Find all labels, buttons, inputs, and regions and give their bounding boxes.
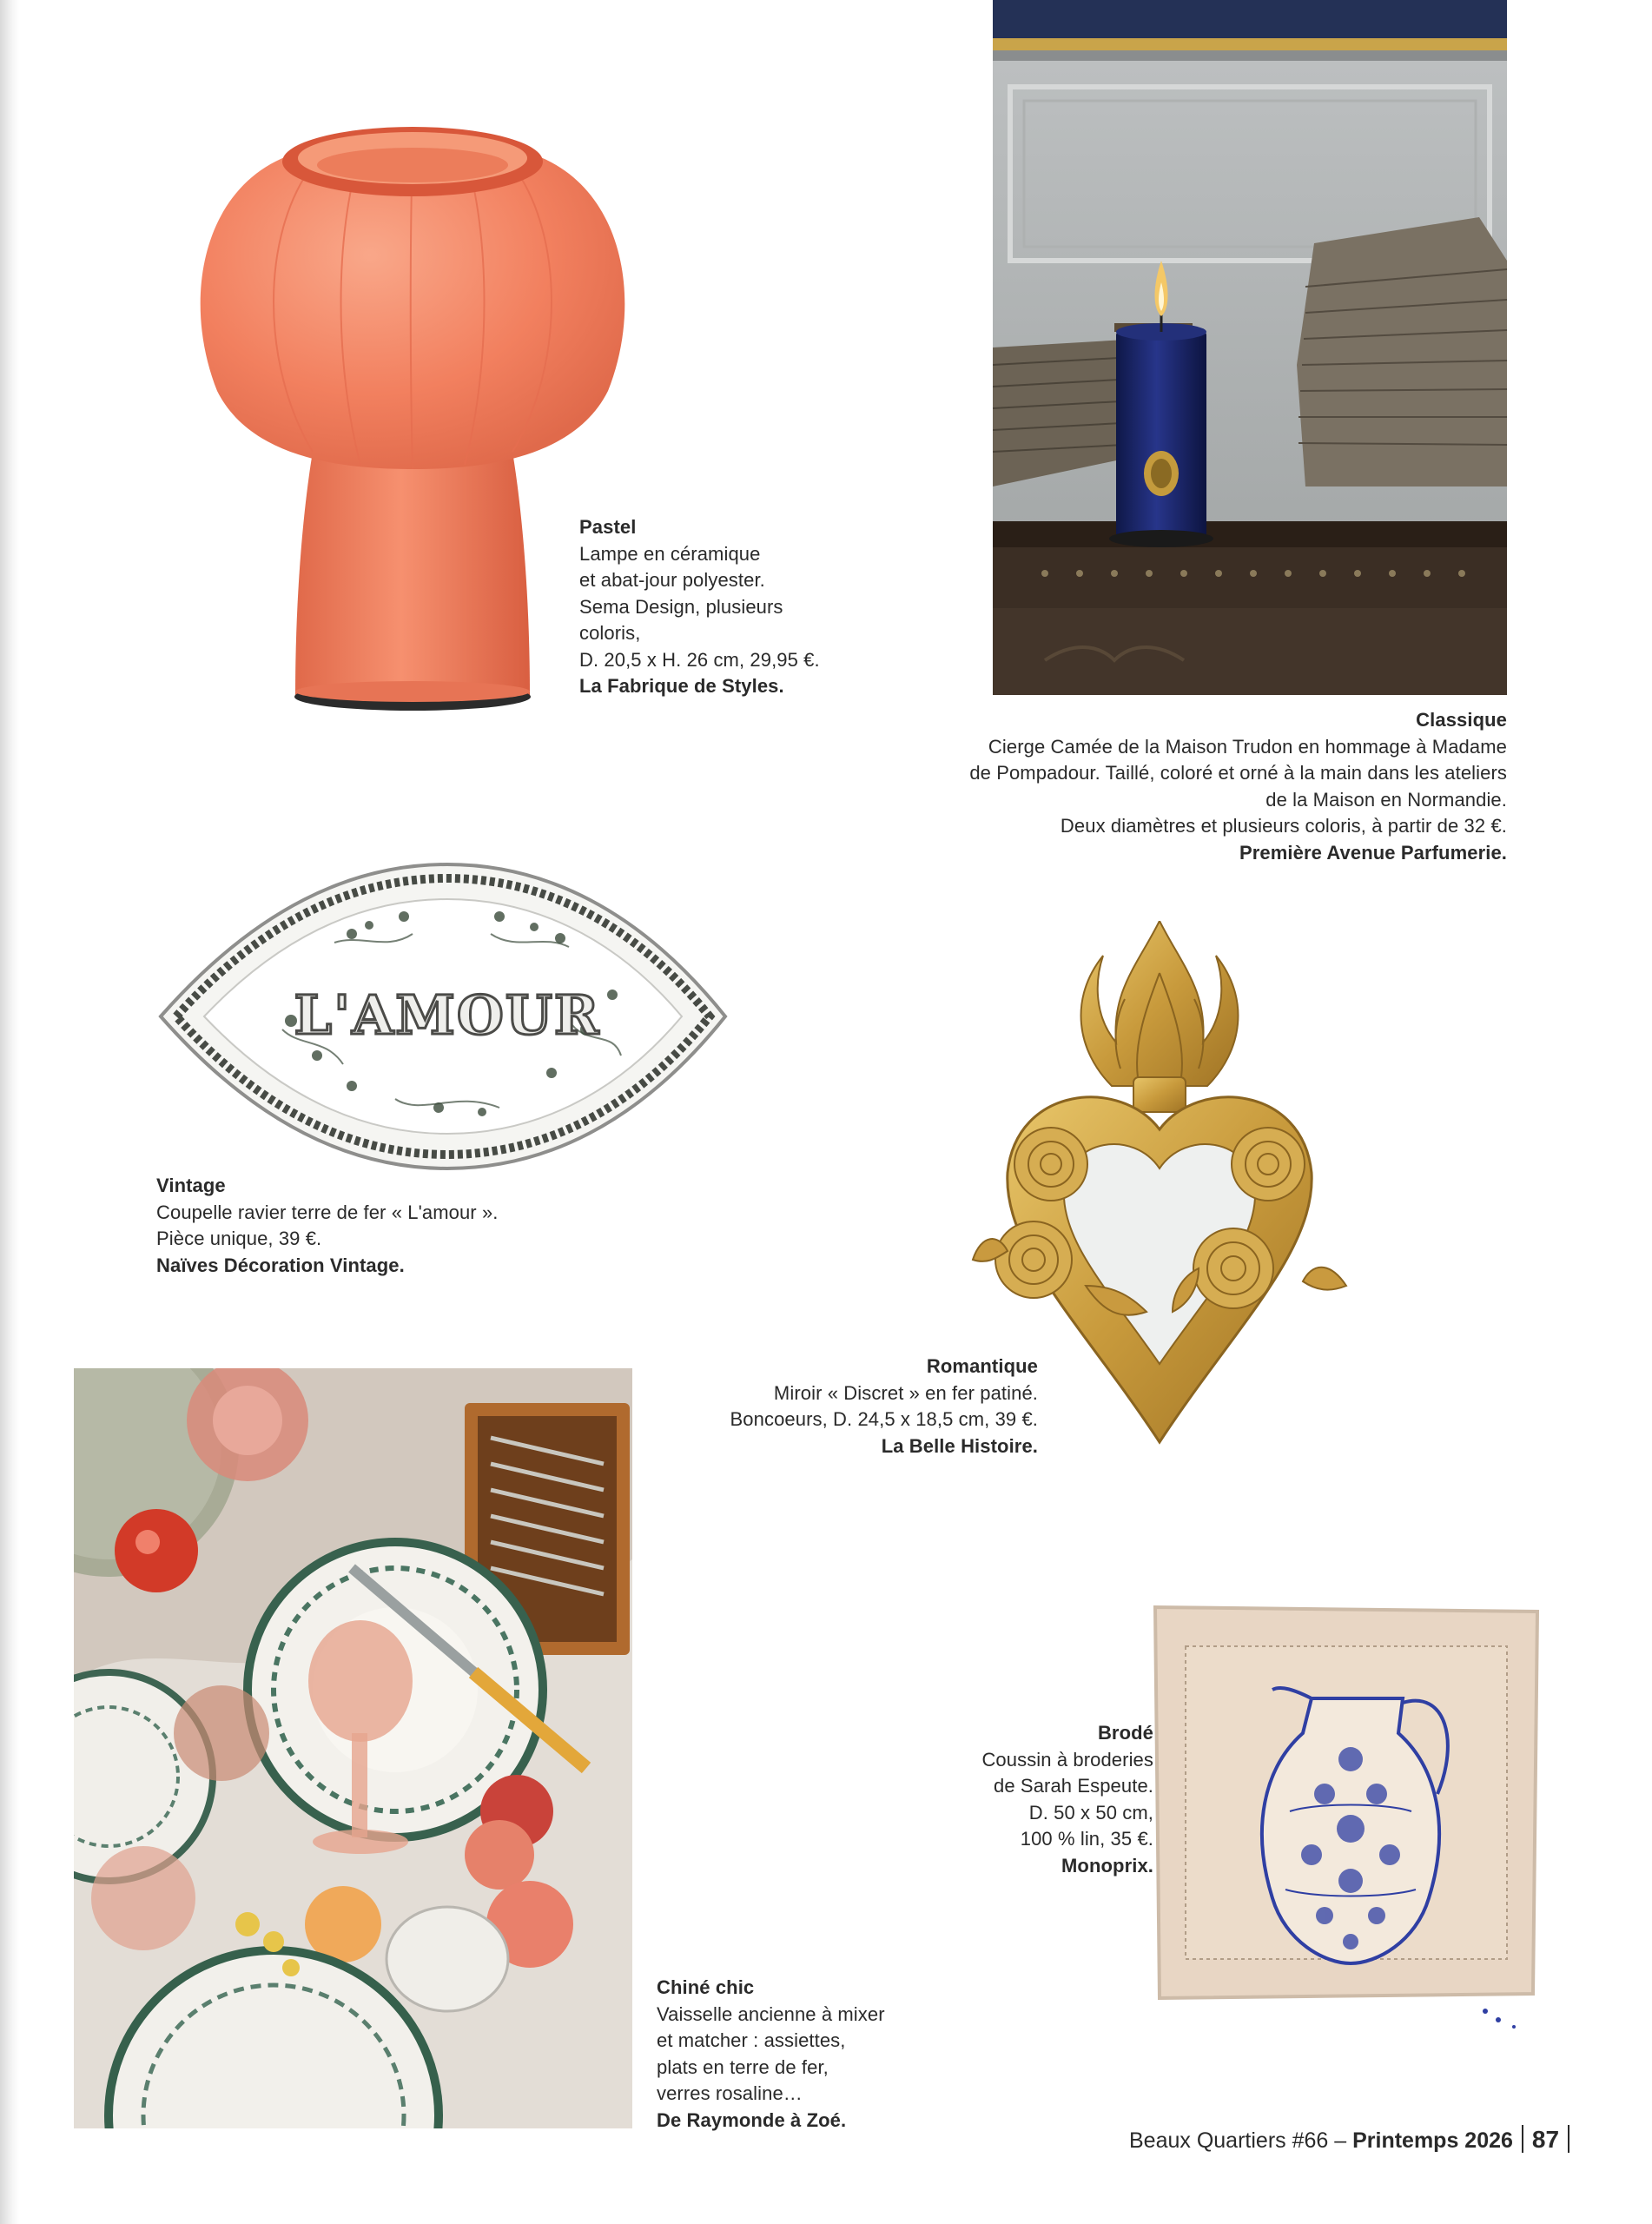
caption-line: D. 20,5 x H. 26 cm, 29,95 €. bbox=[579, 648, 820, 671]
caption-title: Brodé bbox=[1097, 1722, 1153, 1744]
caption-store: De Raymonde à Zoé. bbox=[657, 2108, 847, 2131]
caption-line: 100 % lin, 35 €. bbox=[1020, 1828, 1153, 1850]
caption-line: Boncoeurs, D. 24,5 x 18,5 cm, 39 €. bbox=[730, 1408, 1038, 1430]
caption-line: de Sarah Espeute. bbox=[994, 1775, 1153, 1797]
caption-line: Pièce unique, 39 €. bbox=[156, 1228, 322, 1249]
caption-store: La Belle Histoire. bbox=[881, 1434, 1038, 1457]
caption-title: Chiné chic bbox=[657, 1976, 755, 1998]
candle-photo bbox=[993, 0, 1507, 695]
caption-store: Naïves Décoration Vintage. bbox=[156, 1254, 405, 1276]
caption-line: Cierge Camée de la Maison Trudon en hommage à Madame bbox=[988, 735, 1507, 758]
caption-line: Vaisselle ancienne à mixer bbox=[657, 2002, 885, 2025]
footer-divider bbox=[1522, 2125, 1523, 2153]
caption-vintage bbox=[156, 1173, 591, 1279]
page-number: 87 bbox=[1531, 2126, 1560, 2153]
caption-line: Coussin à broderies bbox=[981, 1748, 1153, 1771]
caption-store: Monoprix. bbox=[1061, 1854, 1153, 1876]
caption-title: Classique bbox=[1416, 709, 1507, 731]
caption-store: Première Avenue Parfumerie. bbox=[1239, 841, 1507, 864]
caption-line: plats en terre de fer, bbox=[657, 2055, 829, 2078]
dish-photo bbox=[152, 856, 734, 1177]
caption-line: coloris, bbox=[579, 622, 641, 644]
caption-line: de la Maison en Normandie. bbox=[1265, 788, 1507, 811]
caption-line: D. 50 x 50 cm, bbox=[1028, 1801, 1153, 1824]
dish-lettering: L'AMOUR bbox=[294, 983, 601, 1047]
page-footer bbox=[1129, 2125, 1578, 2154]
caption-line: et matcher : assiettes, bbox=[657, 2029, 846, 2051]
caption-line: Coupelle ravier terre de fer « L'amour ». bbox=[156, 1201, 499, 1223]
caption-line: Lampe en céramique bbox=[579, 542, 761, 565]
caption-line: de Pompadour. Taillé, coloré et orné à la main dans les ateliers bbox=[969, 762, 1507, 784]
footer-divider bbox=[1568, 2125, 1569, 2153]
footer-season: Printemps 2026 bbox=[1352, 2128, 1513, 2153]
caption-chine-chic bbox=[657, 1975, 917, 2134]
caption-brode bbox=[869, 1720, 1153, 1879]
caption-title: Romantique bbox=[926, 1355, 1038, 1377]
footer-magazine: Beaux Quartiers #66 – bbox=[1129, 2128, 1353, 2153]
caption-title: Vintage bbox=[156, 1175, 226, 1196]
caption-line: Sema Design, plusieurs bbox=[579, 595, 783, 618]
caption-pastel bbox=[579, 514, 840, 700]
caption-classique bbox=[955, 707, 1507, 866]
caption-title: Pastel bbox=[579, 516, 637, 538]
caption-line: et abat-jour polyester. bbox=[579, 569, 765, 591]
caption-romantique bbox=[695, 1354, 1038, 1460]
tableware-photo bbox=[74, 1368, 632, 2128]
caption-line: Deux diamètres et plusieurs coloris, à partir de 32 €. bbox=[1060, 815, 1507, 837]
page-binding-edge bbox=[0, 0, 19, 2224]
caption-line: Miroir « Discret » en fer patiné. bbox=[773, 1381, 1038, 1404]
caption-store: La Fabrique de Styles. bbox=[579, 675, 784, 697]
cushion-photo bbox=[1151, 1603, 1542, 2037]
caption-line: verres rosaline… bbox=[657, 2082, 803, 2104]
